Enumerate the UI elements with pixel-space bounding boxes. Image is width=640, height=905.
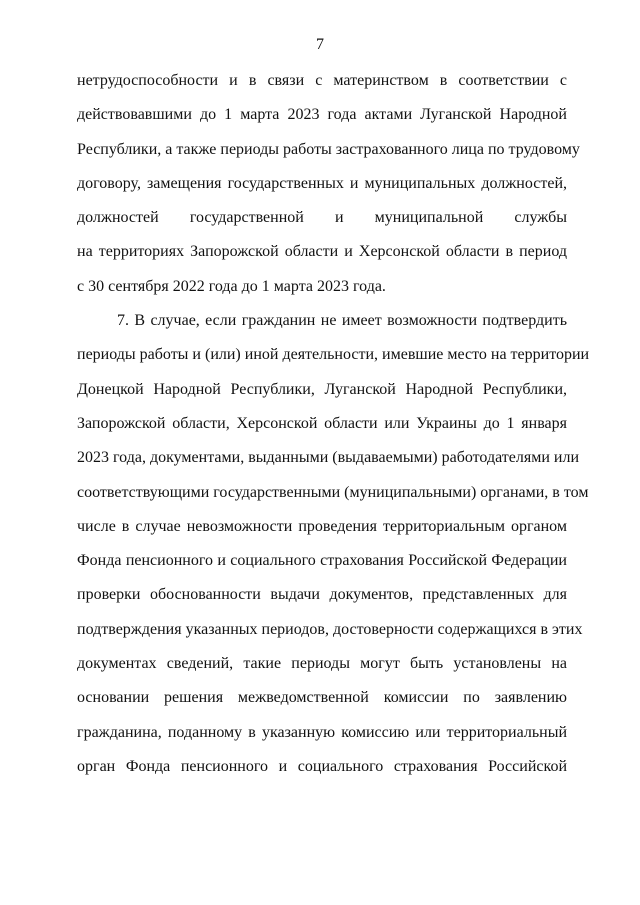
text-line: 7. В случае, если гражданин не имеет возможности подтвердить (117, 312, 567, 330)
text-line: Запорожской области, Херсонской области или Украины до 1 января (77, 414, 567, 432)
text-line: документах сведений, такие периоды могут быть установлены на (77, 655, 567, 673)
paragraph-item-7 (77, 312, 590, 792)
text-line: действовавшими до 1 марта 2023 года актами Луганской Народной (77, 106, 567, 124)
text-line: соответствующими государственными (муниципальными) органами, в том (77, 483, 589, 501)
text-line: Фонда пенсионного и социального страхования Российской Федерации (77, 552, 567, 570)
document-body (77, 72, 590, 792)
text-line: подтверждения указанных периодов, достоверности содержащихся в этих (77, 620, 583, 638)
text-line: основании решения межведомственной комиссии по заявлению (77, 689, 567, 707)
text-line: нетрудоспособности и в связи с материнством в соответствии с (77, 72, 567, 89)
text-line: орган Фонда пенсионного и социального страхования Российской (77, 757, 567, 775)
text-line: Республики, а также периоды работы застрахованного лица по трудовому (77, 140, 580, 158)
text-line: гражданина, поданному в указанную комиссию или территориальный (77, 723, 567, 741)
text-line: с 30 сентября 2022 года до 1 марта 2023 года. (77, 277, 386, 295)
page-number: 7 (316, 36, 324, 53)
text-line: договору, замещения государственных и муниципальных должностей, (77, 174, 567, 192)
text-line: должностей государственной и муниципальной службы (77, 209, 567, 227)
text-line: числе в случае невозможности проведения территориальным органом (77, 517, 567, 535)
text-line: Донецкой Народной Республики, Луганской Народной Республики, (77, 380, 567, 398)
paragraph-continuation (77, 72, 580, 312)
text-line: на территориях Запорожской области и Херсонской области в период (77, 243, 567, 261)
text-line: периоды работы и (или) иной деятельности, имевшие место на территории (77, 346, 590, 364)
text-line: 2023 года, документами, выданными (выдаваемыми) работодателями или (77, 449, 580, 467)
text-line: проверки обоснованности выдачи документов, представленных для (77, 586, 567, 604)
